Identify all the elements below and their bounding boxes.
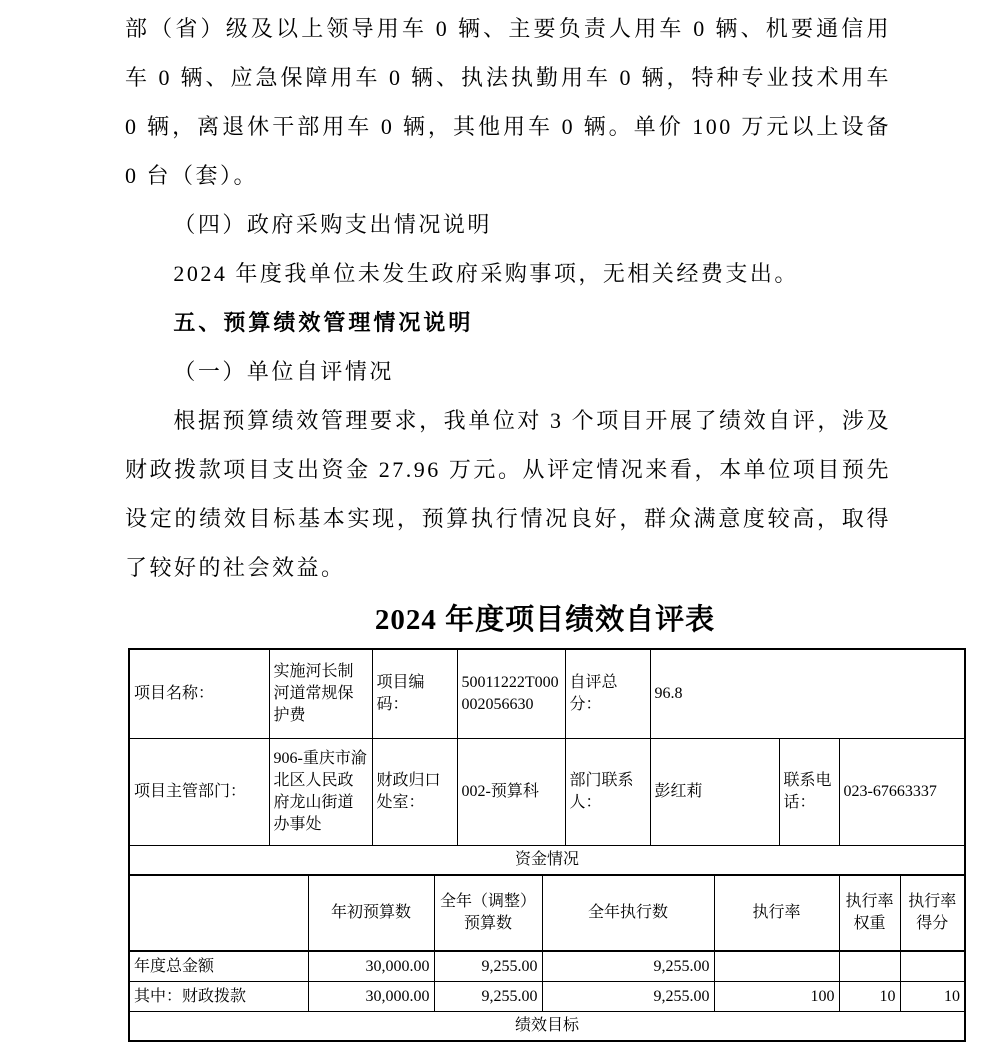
project-code-value: 50011222T000002056630 [457, 650, 565, 739]
table-title: 2024 年度项目绩效自评表 [374, 604, 716, 636]
fund-header-rate-weight: 执行率权重 [839, 875, 900, 951]
row-funds-header [130, 875, 964, 951]
phone-value: 023-67663337 [839, 739, 964, 846]
project-name-value: 实施河长制河道常规保护费 [269, 650, 372, 739]
self-eval-score-value: 96.8 [650, 650, 964, 739]
project-name-label: 项目名称： [130, 650, 269, 739]
fiscal-rate-score: 10 [900, 982, 964, 1012]
fund-header-blank [130, 875, 308, 951]
fund-header-rate-score: 执行率得分 [900, 875, 964, 951]
heading-section-5-performance: 五、预算绩效管理情况说明 [173, 310, 474, 335]
fund-header-adjusted-budget: 全年（调整）预算数 [434, 875, 542, 951]
contact-person-label: 部门联系人： [565, 739, 650, 846]
dept-label: 项目主管部门： [130, 739, 269, 846]
annual-total-executed: 9,255.00 [542, 951, 714, 982]
annual-total-initial-budget: 30,000.00 [308, 951, 434, 982]
row-annual-total [130, 951, 964, 982]
fund-header-initial-budget: 年初预算数 [308, 875, 434, 951]
paragraph-self-eval-summary: 根据预算绩效管理要求，我单位对 3 个项目开展了绩效自评，涉及财政拨款项目支出资金 27.96 万元。从评定情况来看，本单位项目预先设定的绩效目标基本实现，预算执行情况良好，群众满意度较高，取得了较好的社会效益。 [125, 408, 891, 580]
fiscal-executed: 9,255.00 [542, 982, 714, 1012]
phone-label: 联系电话： [779, 739, 839, 846]
annual-total-rate-weight [839, 951, 900, 982]
annual-total-execution-rate [714, 951, 839, 982]
row-funds-section [130, 846, 964, 875]
funds-table [130, 846, 964, 1040]
fiscal-rate-weight: 10 [839, 982, 900, 1012]
body-text [125, 4, 891, 592]
heading-section-4-procurement: （四）政府采购支出情况说明 [173, 212, 492, 237]
heading-subsection-1-self-eval: （一）单位自评情况 [173, 359, 394, 384]
fiscal-appropriation-label: 其中：财政拨款 [130, 982, 308, 1012]
paragraph-procurement-statement: 2024 年度我单位未发生政府采购事项，无相关经费支出。 [173, 261, 799, 286]
paragraph-vehicle-counts: 部（省）级及以上领导用车 0 辆、主要负责人用车 0 辆、机要通信用车 0 辆、应急保障用车 0 辆、执法执勤用车 0 辆，特种专业技术用车 0 辆，离退休干部用车 0 辆，其他用车 0 辆。单价 100 万元以上设备 0 台（套）。 [125, 16, 891, 188]
dept-value: 906-重庆市渝北区人民政府龙山街道办事处 [269, 739, 372, 846]
annual-total-adjusted-budget: 9,255.00 [434, 951, 542, 982]
finance-office-label: 财政归口处室： [372, 739, 457, 846]
funds-section-title: 资金情况 [130, 846, 964, 875]
fiscal-adjusted-budget: 9,255.00 [434, 982, 542, 1012]
row-fiscal-appropriation [130, 982, 964, 1012]
fund-header-execution-rate: 执行率 [714, 875, 839, 951]
row-project-name [130, 650, 964, 739]
fiscal-execution-rate: 100 [714, 982, 839, 1012]
project-code-label: 项目编码： [372, 650, 457, 739]
self-eval-table [128, 648, 966, 1042]
row-project-department [130, 739, 964, 846]
annual-total-rate-score [900, 951, 964, 982]
contact-person-value: 彭红莉 [650, 739, 779, 846]
fiscal-initial-budget: 30,000.00 [308, 982, 434, 1012]
annual-total-label: 年度总金额 [130, 951, 308, 982]
goal-section-title: 绩效目标 [130, 1012, 964, 1041]
row-goal-section [130, 1012, 964, 1041]
finance-office-value: 002-预算科 [457, 739, 565, 846]
self-eval-score-label: 自评总分： [565, 650, 650, 739]
fund-header-executed: 全年执行数 [542, 875, 714, 951]
project-info-table [130, 650, 964, 846]
